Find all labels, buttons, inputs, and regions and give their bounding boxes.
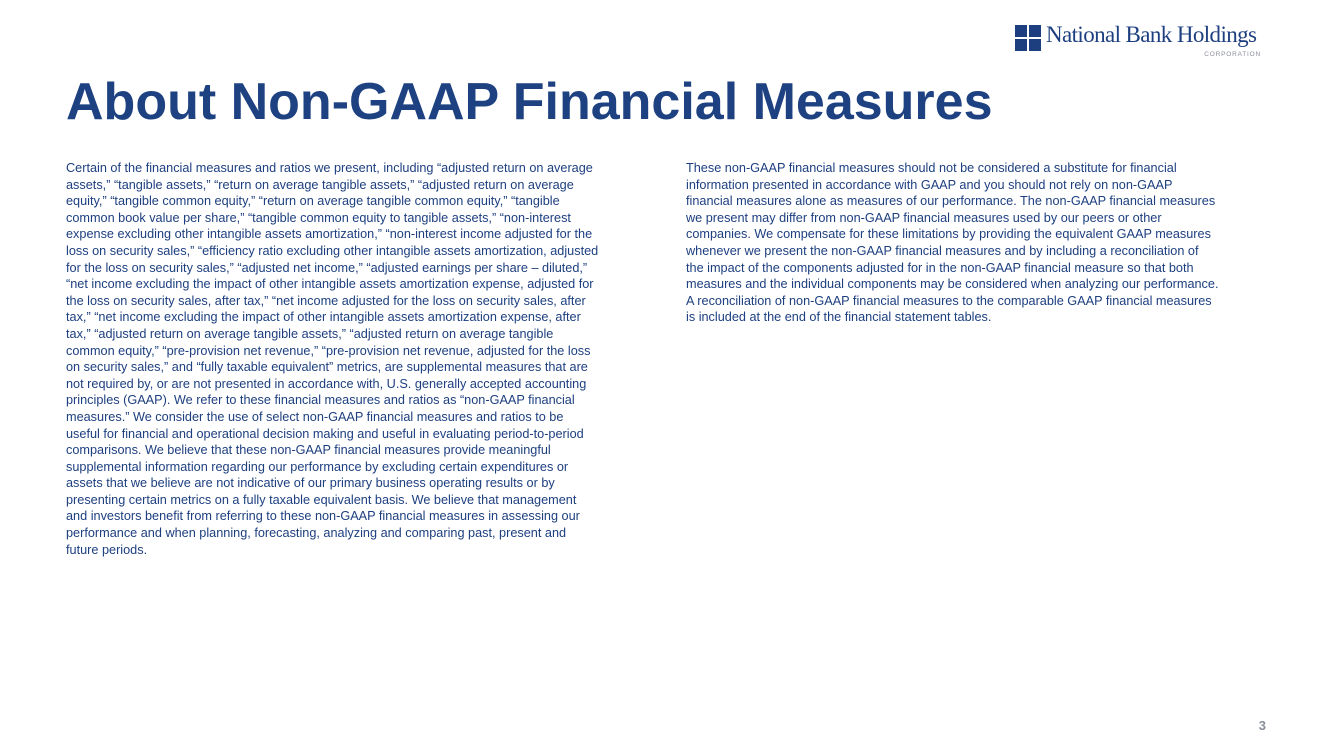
- text-line: the loss on security sales, after tax,” “net income adjusted for the loss on security sales, after: [66, 293, 586, 308]
- text-line: financial measures alone as measures of our performance. The non-GAAP financial measures: [686, 194, 1216, 209]
- text-line: equity,” “tangible common equity,” “return on average tangible common equity,” “tangible: [66, 194, 560, 209]
- text-line: A reconciliation of non-GAAP financial measures to the comparable GAAP financial measures: [686, 293, 1212, 308]
- logo-subtitle: CORPORATION: [1204, 51, 1261, 58]
- left-column-paragraph: [66, 160, 650, 558]
- text-line: companies. We compensate for these limitations by providing the equivalent GAAP measures: [686, 227, 1211, 242]
- text-line: whenever we present the non-GAAP financial measures and by including a reconciliation of: [686, 243, 1199, 258]
- text-line: supplemental information regarding our performance by excluding certain expenditures or: [66, 459, 569, 474]
- logo-squares-icon: [1015, 25, 1041, 51]
- page-title: About Non-GAAP Financial Measures: [66, 73, 993, 131]
- text-line: common equity,” “pre-provision net revenue,” “pre-provision net revenue, adjusted for the loss: [66, 343, 591, 358]
- text-line: “net income excluding the impact of other intangible assets amortization expense, adjusted for: [66, 277, 594, 292]
- text-line: presenting certain metrics on a fully taxable equivalent basis. We believe that management: [66, 492, 577, 507]
- text-line: assets that we believe are not indicative of our primary business operating results or by: [66, 476, 555, 491]
- right-column-paragraph: [686, 160, 1270, 326]
- text-line: on security sales,” and “fully taxable equivalent” metrics, are supplemental measures that are: [66, 360, 588, 375]
- text-line: principles (GAAP). We refer to these financial measures and ratios as “non-GAAP financial: [66, 393, 575, 408]
- text-line: performance and when planning, forecasting, analyzing and comparing past, present and: [66, 526, 567, 541]
- logo-name: National Bank Holdings: [1046, 22, 1257, 47]
- text-line: measures and the individual components may be considered when analyzing our performance.: [686, 277, 1219, 292]
- text-line: measures.” We consider the use of select non-GAAP financial measures and ratios to be: [66, 409, 564, 424]
- text-line: comparisons. We believe that these non-GAAP financial measures provide meaningful: [66, 443, 551, 458]
- text-line: useful for financial and operational decision making and useful in evaluating period-to-period: [66, 426, 584, 441]
- text-line: These non-GAAP financial measures should not be considered a substitute for financial: [686, 161, 1177, 175]
- text-line: information presented in accordance with GAAP and you should not rely on non-GAAP: [686, 177, 1173, 192]
- text-line: expense excluding other intangible assets amortization,” “non-interest income adjusted for the: [66, 227, 593, 242]
- text-line: not required by, or are not presented in accordance with, U.S. generally accepted accounting: [66, 376, 587, 391]
- text-line: and investors benefit from referring to these non-GAAP financial measures in assessing our: [66, 509, 580, 524]
- text-line: common book value per share,” “tangible common equity to tangible assets,” “non-interest: [66, 210, 571, 225]
- text-line: is included at the end of the financial statement tables.: [686, 310, 992, 325]
- text-line: loss on security sales,” “efficiency ratio excluding other intangible assets amortization, adjusted: [66, 243, 599, 258]
- text-line: future periods.: [66, 542, 148, 557]
- company-logo: [1015, 24, 1265, 60]
- text-line: tax,” “adjusted return on average tangible assets,” “adjusted return on average tangible: [66, 326, 554, 341]
- text-line: we present may differ from non-GAAP financial measures used by our peers or other: [686, 210, 1162, 225]
- text-line: the impact of the components adjusted for in the non-GAAP financial measure so that both: [686, 260, 1194, 275]
- page-number: 3: [1258, 718, 1266, 733]
- text-line: for the loss on security sales,” “adjusted net income,” “adjusted earnings per share – diluted,”: [66, 260, 588, 275]
- text-line: Certain of the financial measures and ratios we present, including “adjusted return on average: [66, 161, 593, 175]
- text-line: assets,” “tangible assets,” “return on average tangible assets,” “adjusted return on average: [66, 177, 574, 192]
- text-line: tax,” “net income excluding the impact of other intangible assets amortization expense, after: [66, 310, 581, 325]
